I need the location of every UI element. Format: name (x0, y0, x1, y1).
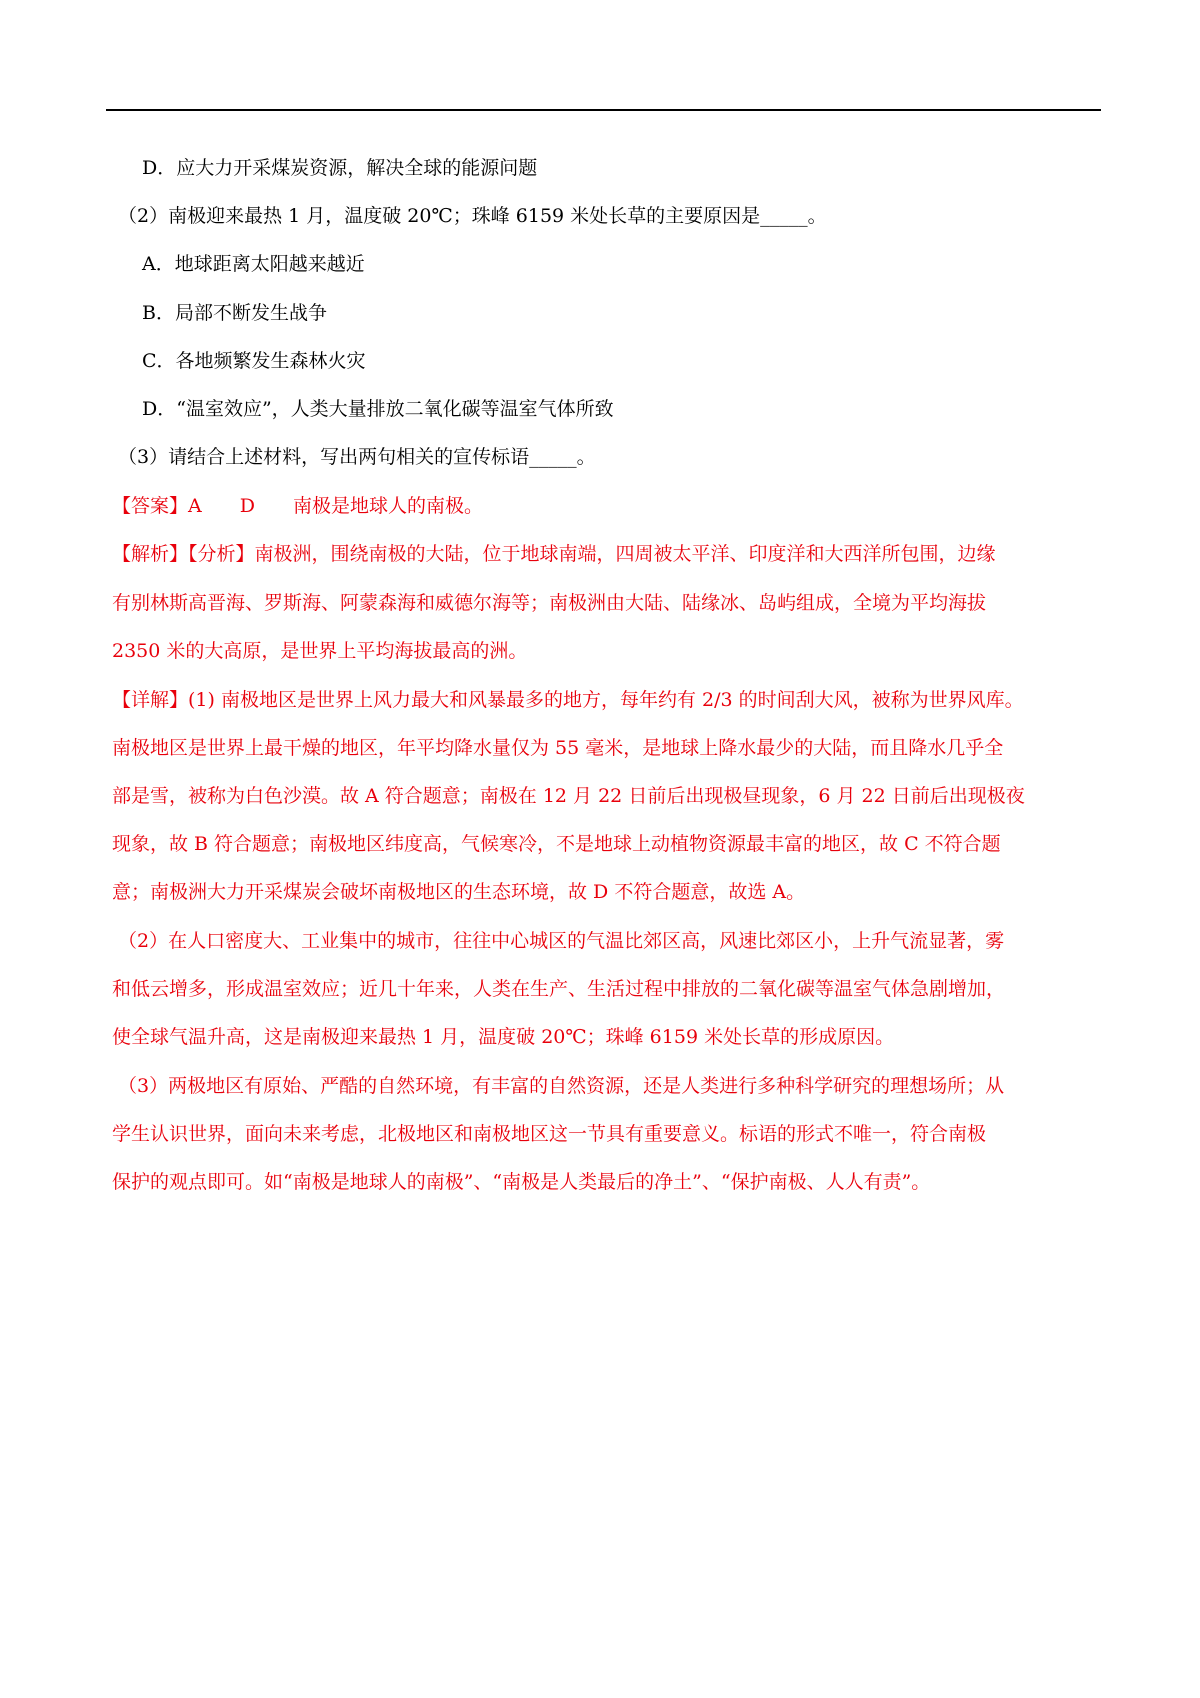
detail-line-1: 【详解】(1) 南极地区是世界上风力最大和风暴最多的地方，每年约有 2/3 的时间刮大风，被称为世界风库。 (112, 689, 1024, 711)
detail-line-2: 南极地区是世界上最干燥的地区，年平均降水量仅为 55 毫米，是地球上降水最少的大陆，而且降水几乎全 (112, 737, 1004, 759)
q2-option-c: C．各地频繁发生森林火灾 (142, 350, 366, 372)
q2-option-d: D．“温室效应”，人类大量排放二氧化碳等温室气体所致 (142, 398, 614, 420)
q2-option-a: A．地球距离太阳越来越近 (142, 253, 365, 275)
q3-stem: （3）请结合上述材料，写出两句相关的宣传标语_____。 (118, 446, 596, 468)
detail3-line-2: 学生认识世界，面向未来考虑，北极地区和南极地区这一节具有重要意义。标语的形式不唯一，符合南极 (112, 1123, 987, 1145)
header-rule (106, 109, 1101, 111)
detail-line-3: 部是雪，被称为白色沙漠。故 A 符合题意；南极在 12 月 22 日前后出现极昼现象，6 月 22 日前后出现极夜 (112, 785, 1025, 807)
q2-stem: （2）南极迎来最热 1 月，温度破 20℃；珠峰 6159 米处长草的主要原因是_____。 (118, 205, 827, 227)
detail2-line-1: （2）在人口密度大、工业集中的城市，往往中心城区的气温比郊区高，风速比郊区小，上升气流显著，雾 (118, 930, 1005, 952)
analysis-line-1: 【解析】【分析】南极洲，围绕南极的大陆，位于地球南端，四周被太平洋、印度洋和大西洋所包围，边缘 (112, 543, 996, 565)
analysis-line-2: 有别林斯高晋海、罗斯海、阿蒙森海和威德尔海等；南极洲由大陆、陆缘冰、岛屿组成，全境为平均海拔 (112, 592, 987, 614)
analysis-line-3: 2350 米的大高原，是世界上平均海拔最高的洲。 (112, 640, 528, 662)
detail2-line-2: 和低云增多，形成温室效应；近几十年来，人类在生产、生活过程中排放的二氧化碳等温室气体急剧增加， (112, 978, 1006, 1000)
q2-option-b: B．局部不断发生战争 (142, 302, 327, 324)
detail-line-4: 现象，故 B 符合题意；南极地区纬度高，气候寒冷，不是地球上动植物资源最丰富的地区，故 C 不符合题 (112, 833, 1001, 855)
detail2-line-3: 使全球气温升高，这是南极迎来最热 1 月，温度破 20℃；珠峰 6159 米处长草的形成原因。 (112, 1026, 895, 1048)
detail3-line-1: （3）两极地区有原始、严酷的自然环境，有丰富的自然资源，还是人类进行多种科学研究的理想场所；从 (118, 1075, 1005, 1097)
q1-option-d: D．应大力开采煤炭资源，解决全球的能源问题 (142, 157, 538, 179)
detail-line-5: 意；南极洲大力开采煤炭会破坏南极地区的生态环境，故 D 不符合题意，故选 A。 (112, 881, 806, 903)
answer-line: 【答案】A D 南极是地球人的南极。 (112, 495, 483, 517)
detail3-line-3: 保护的观点即可。如“南极是地球人的南极”、“南极是人类最后的净土”、“保护南极、人人有责”。 (112, 1171, 931, 1193)
